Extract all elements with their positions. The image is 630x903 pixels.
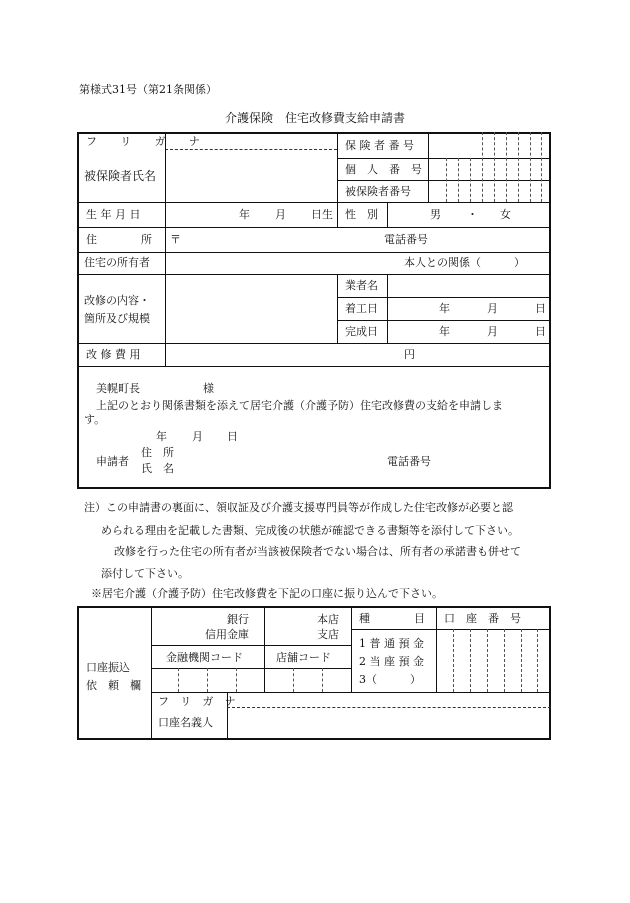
yen-unit: 円: [404, 348, 415, 361]
renovation-field[interactable]: [167, 276, 335, 341]
applicant-label: 申請者: [96, 455, 129, 468]
completion-month-unit: 月: [487, 325, 498, 338]
birth-day-unit: 日生: [311, 208, 333, 221]
account-holder-field[interactable]: [229, 710, 549, 738]
applicant-address-label: 住 所: [141, 446, 174, 459]
note-line1: 注）この申請書の裏面に、領収証及び介護支援専門員等が作成した住宅改修が必要と認: [84, 501, 513, 514]
branch-type-main: 本店: [317, 613, 339, 626]
start-year-unit: 年: [439, 302, 450, 315]
start-month-unit: 月: [487, 302, 498, 315]
address-field[interactable]: [185, 229, 380, 250]
furigana-field[interactable]: [167, 133, 335, 148]
fi-code-label: 金融機関コード: [166, 651, 243, 664]
insured-number-field[interactable]: [430, 182, 549, 201]
note-line4: 添付して下さい。: [101, 567, 189, 580]
transfer-note: ※居宅介護（介護予防）住宅改修費を下記の口座に振り込んで下さい。: [91, 587, 443, 600]
birth-month-unit: 月: [275, 208, 286, 221]
application-month-unit: 月: [192, 430, 203, 443]
contractor-label: 業者名: [345, 279, 378, 292]
bank-name-field[interactable]: [153, 608, 203, 643]
branch-type-branch: 支店: [317, 628, 339, 641]
account-type-other[interactable]: 3（ ）: [359, 673, 421, 686]
address-label: 住 所: [86, 233, 152, 246]
bank-transfer-label-line1: 口座振込: [86, 661, 130, 674]
cost-field[interactable]: [167, 345, 397, 364]
insurer-number-label: 保 険 者 番 号: [345, 139, 414, 152]
note-line3: 改修を行った住宅の所有者が当該被保険者でない場合は、所有者の承諾書も併せて: [114, 545, 521, 558]
note-line2: められる理由を記載した書類、完成後の状態が確認できる書類等を添付して下さい。: [101, 524, 519, 537]
insured-number-label: 被保険者番号: [345, 185, 411, 198]
application-year-unit: 年: [156, 430, 167, 443]
renovation-label-line2: 箇所及び規模: [84, 312, 150, 325]
application-day-unit: 日: [227, 430, 238, 443]
bank-type-bank: 銀行: [227, 613, 249, 626]
birthdate-label: 生 年 月 日: [86, 208, 141, 221]
applicant-phone-label: 電話番号: [387, 455, 431, 468]
sex-label: 性 別: [345, 208, 378, 221]
addressee-honorific: 様: [203, 382, 214, 395]
application-text-line1: 上記のとおり関係書類を添えて居宅介護（介護予防）住宅改修費の支給を申請しま: [96, 399, 503, 412]
postal-mark: 〒: [170, 233, 181, 246]
addressee: 美幌町長: [96, 382, 140, 395]
account-type-header: 種 目: [359, 612, 425, 625]
owner-label: 住宅の所有者: [84, 256, 150, 269]
personal-number-field[interactable]: [430, 160, 549, 179]
relation-label: 本人との関係（ ）: [404, 256, 525, 269]
holder-furigana-label: フ リ ガ ナ: [158, 695, 240, 708]
bank-transfer-label-line2: 依 頼 欄: [86, 679, 141, 692]
form-number: 第様式31号（第21条関係）: [79, 83, 217, 96]
bank-type-credit: 信用金庫: [205, 628, 249, 641]
account-type-ordinary[interactable]: 1 普 通 預 金: [359, 637, 424, 650]
personal-number-label: 個 人 番 号: [345, 163, 422, 176]
insured-name-field[interactable]: [167, 152, 335, 200]
completion-date-label: 完成日: [345, 325, 378, 338]
completion-day-unit: 日: [535, 325, 546, 338]
holder-furigana-field[interactable]: [229, 694, 549, 706]
branch-name-field[interactable]: [266, 608, 314, 643]
application-text-line2: す。: [84, 413, 106, 426]
sex-female-option[interactable]: 女: [500, 208, 511, 221]
account-type-checking[interactable]: 2 当 座 預 金: [359, 655, 424, 668]
furigana-label: フ リ ガ ナ: [86, 135, 210, 148]
sex-male-option[interactable]: 男: [430, 208, 441, 221]
account-holder-label: 口座名義人: [158, 716, 213, 729]
sex-separator: ・: [467, 208, 478, 221]
account-number-header: 口 座 番 号: [444, 612, 521, 625]
applicant-name-label: 氏 名: [141, 462, 174, 475]
start-date-label: 着工日: [345, 302, 378, 315]
cost-label: 改 修 費 用: [86, 348, 141, 361]
insured-name-label: 被保険者氏名: [84, 169, 157, 183]
branch-code-label: 店舗コード: [276, 651, 331, 664]
completion-year-unit: 年: [439, 325, 450, 338]
renovation-label-line1: 改修の内容・: [84, 294, 150, 307]
birth-year-unit: 年: [239, 208, 250, 221]
insurer-number-field[interactable]: [430, 134, 549, 156]
form-title: 介護保険 住宅改修費支給申請書: [224, 111, 405, 125]
phone-label: 電話番号: [384, 233, 428, 246]
start-day-unit: 日: [535, 302, 546, 315]
